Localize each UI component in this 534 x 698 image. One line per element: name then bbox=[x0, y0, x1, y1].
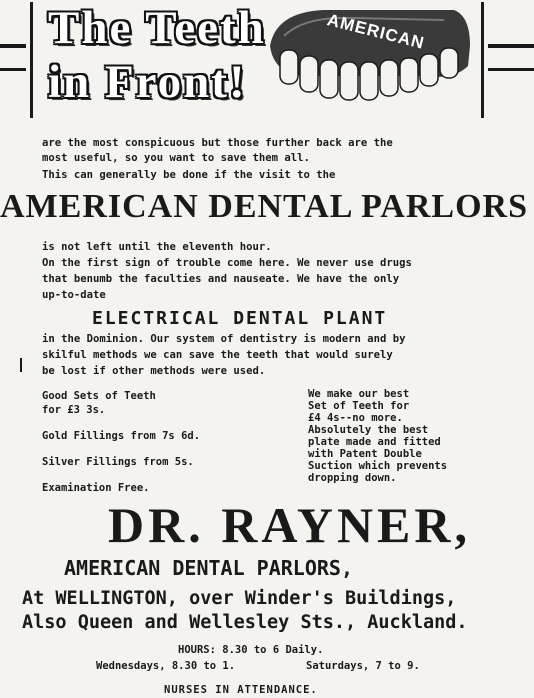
offer-line-6: with Patent Double bbox=[308, 448, 422, 460]
hours-title: HOURS: 8.30 to 6 Daily. bbox=[178, 644, 324, 656]
price-silver-fillings: Silver Fillings from 5s. bbox=[42, 456, 194, 468]
offer-line-5: plate made and fitted bbox=[308, 436, 441, 448]
price-sets-line-2: for £3 3s. bbox=[42, 404, 106, 416]
address-auckland: Also Queen and Wellesley Sts., Auckland. bbox=[22, 612, 468, 633]
offer-line-1: We make our best bbox=[308, 388, 410, 400]
intro-line-3: This can generally be done if the visit to the bbox=[42, 169, 336, 181]
offer-line-4: Absolutely the best bbox=[308, 424, 429, 436]
right-ornament-rule-2 bbox=[488, 68, 534, 71]
address-wellington: At WELLINGTON, over Winder's Buildings, bbox=[22, 588, 457, 609]
parlors-subheading: AMERICAN DENTAL PARLORS, bbox=[64, 556, 353, 580]
margin-mark bbox=[20, 358, 22, 372]
headline-line-2: in Front! bbox=[48, 56, 247, 108]
price-examination: Examination Free. bbox=[42, 482, 150, 494]
footer-nurses: NURSES IN ATTENDANCE. bbox=[164, 684, 318, 696]
price-gold-fillings: Gold Fillings from 7s 6d. bbox=[42, 430, 201, 442]
para3-line-3: be lost if other methods were used. bbox=[42, 365, 266, 377]
para3-line-2: skilful methods we can save the teeth that would surely bbox=[42, 349, 393, 361]
hours-saturday: Saturdays, 7 to 9. bbox=[306, 660, 420, 672]
doctor-name: DR. RAYNER, bbox=[108, 497, 472, 553]
intro-line-1: are the most conspicuous but those further back are the bbox=[42, 137, 393, 149]
offer-line-8: dropping down. bbox=[308, 472, 397, 484]
offer-line-3: £4 4s--no more. bbox=[308, 412, 403, 424]
offer-line-7: Suction which prevents bbox=[308, 460, 448, 472]
right-ornament-rule bbox=[488, 44, 534, 48]
para2-line-2: On the first sign of trouble come here. We never use drugs bbox=[42, 257, 412, 269]
offer-line-2: Set of Teeth for bbox=[308, 400, 410, 412]
teeth-label: AMERICAN bbox=[325, 10, 427, 53]
para3-line-1: in the Dominion. Our system of dentistry is modern and by bbox=[42, 333, 406, 345]
plant-heading: ELECTRICAL DENTAL PLANT bbox=[92, 308, 388, 329]
hours-wednesday: Wednesdays, 8.30 to 1. bbox=[96, 660, 236, 672]
para2-line-1: is not left until the eleventh hour. bbox=[42, 241, 272, 253]
headline-line-1: The Teeth bbox=[48, 2, 266, 54]
para2-line-4: up-to-date bbox=[42, 289, 106, 301]
teeth-illustration bbox=[264, 6, 476, 106]
intro-line-2: most useful, so you want to save them all. bbox=[42, 152, 310, 164]
para2-line-3: that benumb the faculties and nauseate. We have the only bbox=[42, 273, 400, 285]
left-ornament-rule bbox=[0, 44, 26, 48]
price-sets-line-1: Good Sets of Teeth bbox=[42, 390, 156, 402]
left-ornament-rule-2 bbox=[0, 68, 26, 71]
parlors-heading: AMERICAN DENTAL PARLORS bbox=[0, 188, 529, 225]
